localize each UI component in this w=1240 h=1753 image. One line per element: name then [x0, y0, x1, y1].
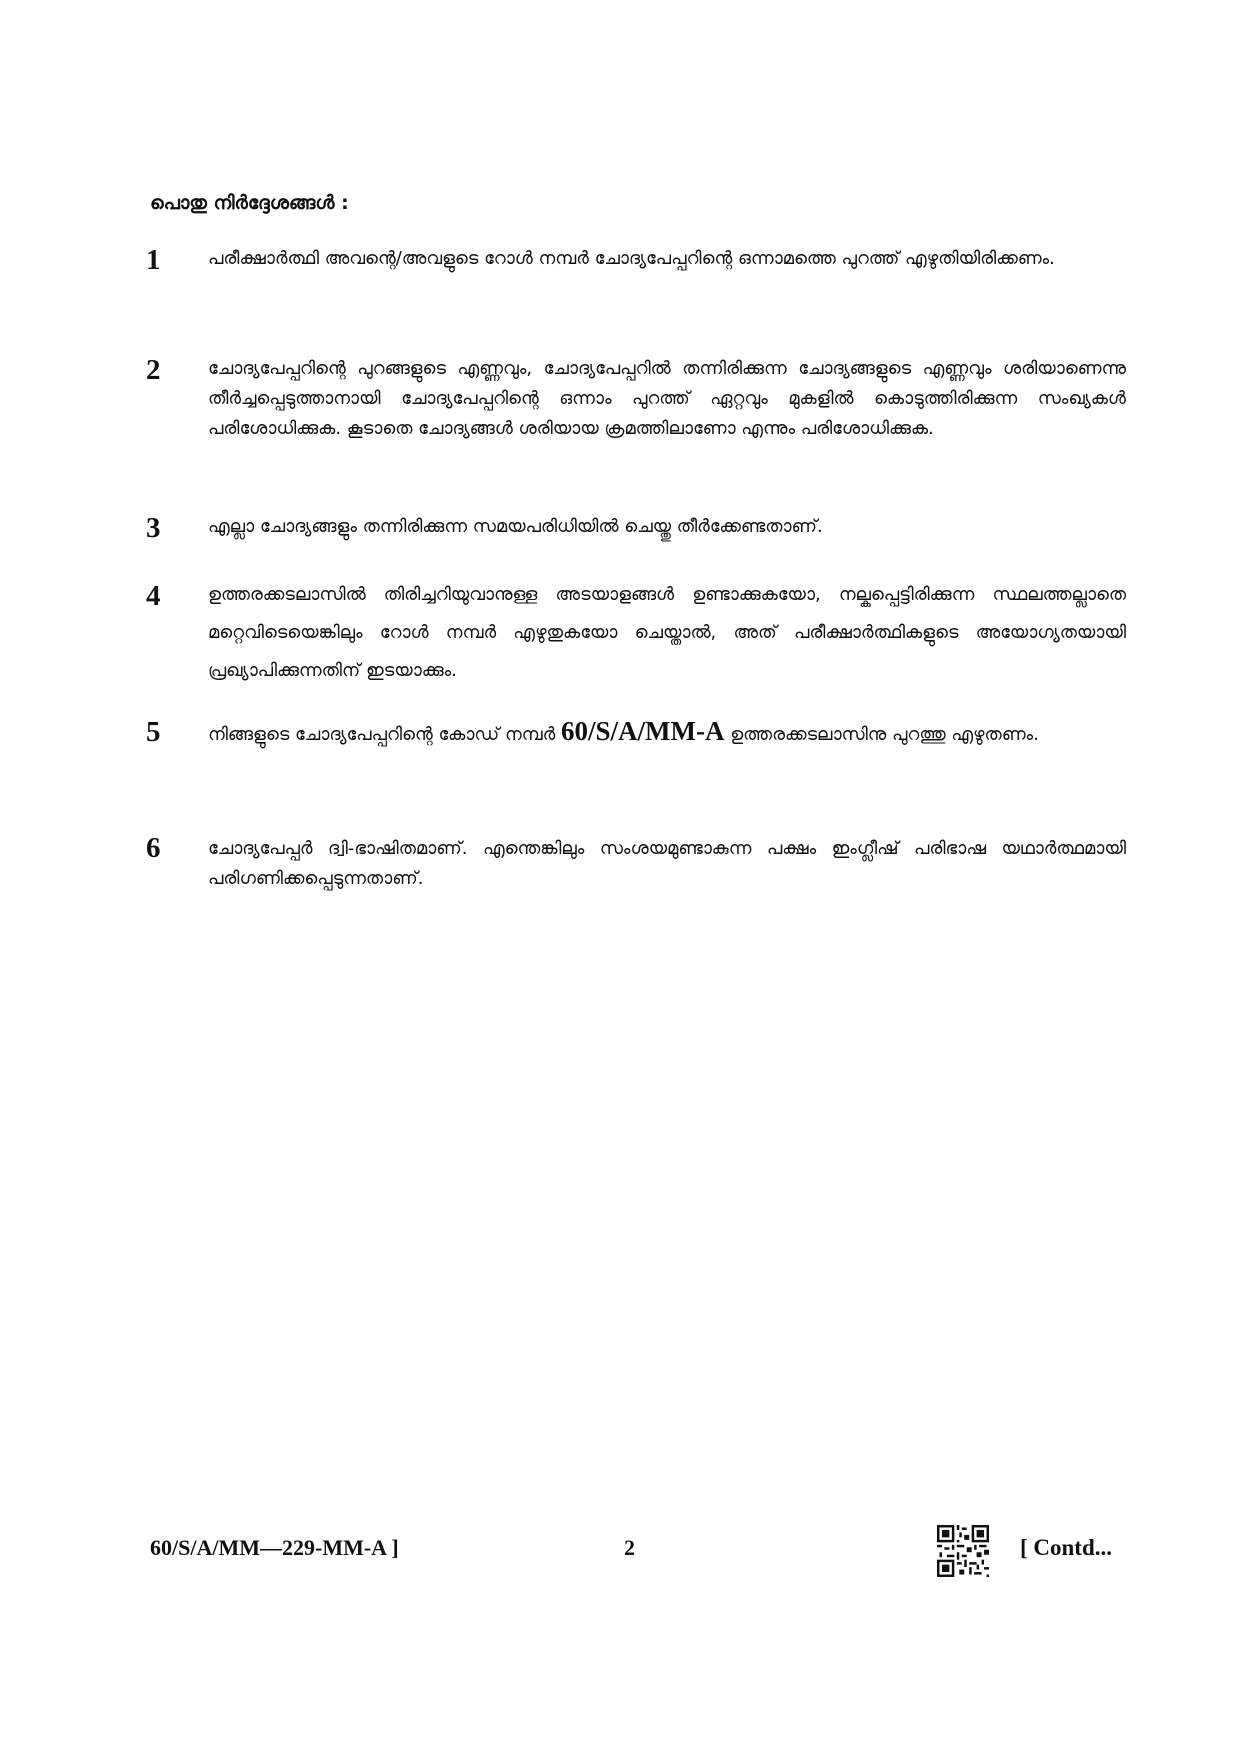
instruction-text: പരീക്ഷാർത്ഥി അവന്റെ/അവളുടെ റോൾ നമ്പർ ചോദ്യപേപ്പറിന്റെ ഒന്നാമത്തെ പുറത്ത് എഴുതിയിരിക്കണം.	[208, 248, 1055, 269]
instruction-text: ചോദ്യപേപ്പറിന്റെ പുറങ്ങളുടെ എണ്ണവും, ചോദ്യപേപ്പറിൽ തന്നിരിക്കുന്ന ചോദ്യങ്ങളുടെ എണ്ണവും ശരിയാണെന്നു തീർച്ചപ്പെടുത്താനായി ചോദ്യപേപ്പറിന്റെ ഒന്നാം പുറത്ത് ഏറ്റവും മുകളിൽ കൊടുത്തിരിക്കുന്ന സംഖ്യകൾ പരിശോധിക്കുക. കൂടാതെ ചോദ്യങ്ങൾ ശരിയായ ക്രമത്തിലാണോ എന്നും പരിശോധിക്കുക.	[208, 358, 1126, 439]
instruction-text: ചോദ്യപേപ്പർ ദ്വി-ഭാഷിതമാണ്. എന്തെങ്കിലും സംശയമുണ്ടാകുന്ന പക്ഷം ഇംഗ്ലീഷ് പരിഭാഷ യഥാർത്ഥമായി പരിഗണിക്കപ്പെടുന്നതാണ്.	[208, 838, 1126, 889]
footer-continued: [ Contd...	[1020, 1535, 1113, 1560]
instruction-text	[208, 708, 1126, 758]
instruction-text: ഉത്തരക്കടലാസിൽ തിരിച്ചറിയുവാനുള്ള അടയാളങ്ങൾ ഉണ്ടാക്കുകയോ, നല്കപ്പെട്ടിരിക്കുന്ന സ്ഥലത്തല്ലാതെ മറ്റെവിടെയെങ്കിലും റോൾ നമ്പർ എഴുതുകയോ ചെയ്താൽ, അത് പരീക്ഷാർത്ഥികളുടെ അയോഗ്യതയായി പ്രഖ്യാപിക്കുന്നതിന് ഇടയാക്കും.	[208, 584, 1126, 681]
instruction-text: എല്ലാ ചോദ്യങ്ങളും തന്നിരിക്കുന്ന സമയപരിധിയിൽ ചെയ്തു തീർക്കേണ്ടതാണ്.	[208, 516, 823, 537]
paper-code-highlight: 60/S/A/MM-A	[561, 716, 725, 746]
instruction-number: 1	[146, 244, 161, 276]
instruction-number: 6	[146, 832, 161, 864]
instruction-number: 5	[146, 716, 161, 748]
general-instructions-heading: പൊതു നിർദ്ദേശങ്ങൾ :	[150, 192, 349, 214]
footer-page-number: 2	[624, 1535, 635, 1560]
instruction-number: 3	[146, 512, 161, 544]
instruction-number: 4	[146, 580, 161, 612]
qr-code-icon	[937, 1525, 989, 1577]
instruction-number: 2	[146, 354, 161, 386]
footer-paper-code: 60/S/A/MM—229-MM-A ]	[150, 1535, 399, 1560]
instruction-text-before-code: നിങ്ങളുടെ ചോദ്യപേപ്പറിന്റെ കോഡ് നമ്പർ	[208, 724, 556, 745]
instruction-text-after-code: ഉത്തരക്കടലാസിനു പുറത്തു എഴുതണം.	[730, 724, 1039, 745]
